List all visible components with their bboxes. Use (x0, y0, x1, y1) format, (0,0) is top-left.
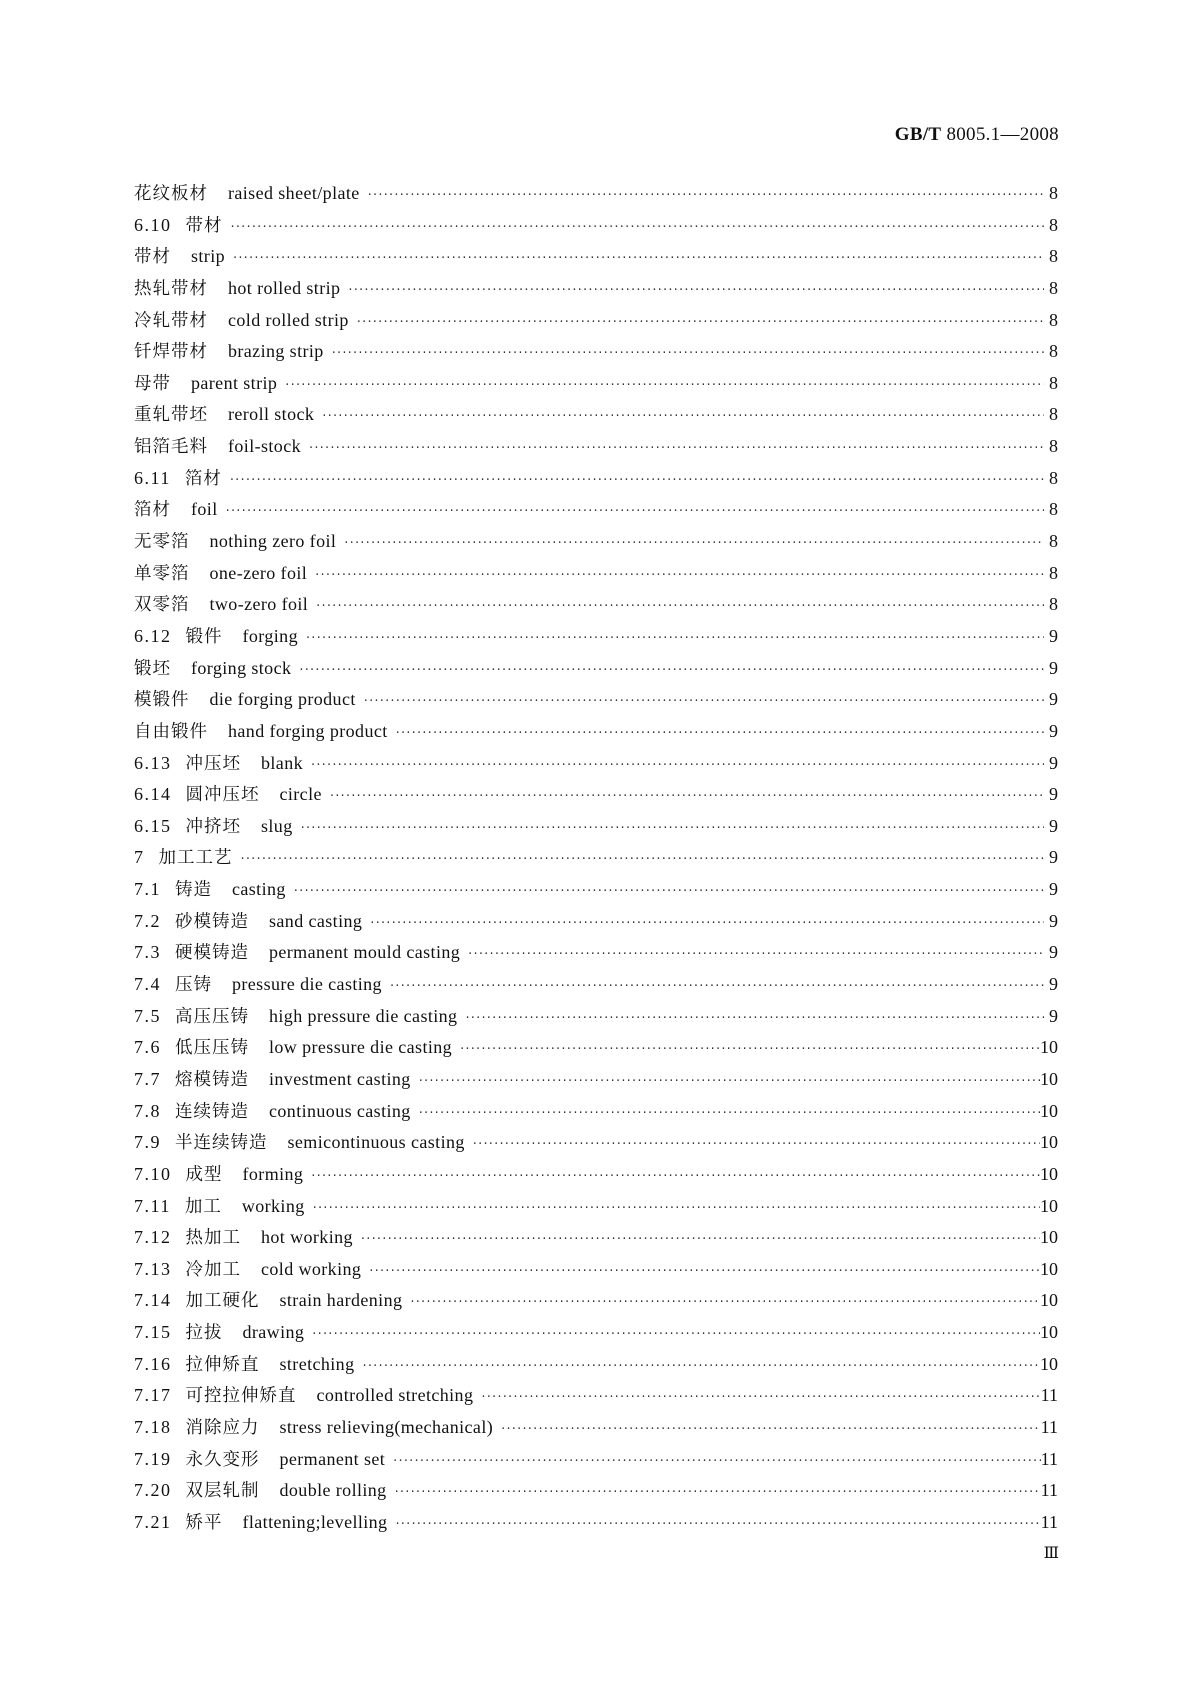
toc-entry-number: 7.5 (134, 1005, 161, 1026)
toc-entry-page-number: 9 (1049, 1005, 1058, 1026)
toc-entry-english-term: double rolling (279, 1480, 387, 1501)
dot-leader (497, 1414, 1041, 1444)
toc-entry-english-term: stretching (279, 1353, 355, 1374)
toc-entry-title (134, 368, 281, 400)
toc-entry-title (134, 779, 326, 811)
dot-leader (229, 243, 1044, 273)
toc-entry-title (134, 906, 366, 938)
toc-entry[interactable] (134, 1191, 1058, 1223)
dot-leader (305, 433, 1044, 463)
toc-entry-title (134, 558, 311, 590)
toc-entry-title (134, 1159, 307, 1191)
toc-entry-english-term: casting (232, 879, 286, 900)
toc-entry-number: 7.15 (134, 1322, 172, 1343)
toc-entry-title (134, 684, 360, 716)
toc-entry[interactable] (134, 653, 1058, 685)
toc-entry-english-term: die forging product (209, 689, 356, 710)
dot-leader (366, 908, 1044, 938)
toc-entry-english-term: cold working (261, 1258, 362, 1279)
toc-entry-number: 7.7 (134, 1068, 161, 1089)
toc-entry-english-term: nothing zero foil (209, 531, 337, 552)
dot-leader (469, 1129, 1040, 1159)
toc-entry-title (134, 1127, 469, 1159)
dot-leader (302, 623, 1044, 653)
toc-entry-chinese-term: 带材 (185, 215, 223, 236)
toc-entry-chinese-term: 圆冲压坯 (185, 785, 260, 806)
toc-entry[interactable] (134, 937, 1058, 969)
toc-entry[interactable] (134, 811, 1058, 843)
dot-leader (344, 275, 1044, 305)
toc-entry-page-number: 9 (1049, 815, 1058, 836)
toc-entry[interactable] (134, 589, 1058, 621)
toc-entry-title (134, 621, 302, 653)
toc-entry-title (134, 811, 297, 843)
toc-entry-page-number: 10 (1040, 1132, 1058, 1153)
toc-entry-english-term: cold rolled strip (228, 309, 349, 330)
dot-leader (237, 844, 1045, 874)
toc-entry-english-term: foil (191, 499, 218, 520)
toc-entry-chinese-term: 冲压坯 (185, 753, 241, 774)
toc-entry-number: 7.12 (134, 1227, 172, 1248)
toc-entry-english-term: hand forging product (228, 720, 388, 741)
toc-entry-title (134, 653, 295, 685)
toc-entry-page-number: 11 (1040, 1416, 1058, 1437)
dot-leader (340, 528, 1044, 558)
toc-entry-page-number: 8 (1049, 467, 1058, 488)
toc-entry-chinese-term: 母带 (134, 373, 171, 394)
toc-entry[interactable] (134, 526, 1058, 558)
dot-leader (392, 718, 1044, 748)
toc-entry-title (134, 1064, 415, 1096)
toc-entry[interactable] (134, 779, 1058, 811)
toc-entry-number: 7.3 (134, 942, 161, 963)
toc-entry[interactable] (134, 1032, 1058, 1064)
toc-entry-chinese-term: 双层轧制 (185, 1481, 260, 1502)
toc-entry[interactable] (134, 1096, 1058, 1128)
toc-entry-page-number: 8 (1049, 372, 1058, 393)
toc-entry-chinese-term: 冲挤坯 (185, 816, 241, 837)
toc-entry-page-number: 10 (1040, 1037, 1058, 1058)
toc-entry-english-term: two-zero foil (209, 594, 309, 615)
toc-entry-english-term: drawing (242, 1322, 305, 1343)
toc-entry[interactable] (134, 684, 1058, 716)
toc-entry-chinese-term: 可控拉伸矫直 (185, 1386, 297, 1407)
toc-entry-english-term: slug (261, 815, 293, 836)
toc-entry[interactable] (134, 906, 1058, 938)
toc-entry-number: 7 (134, 847, 145, 868)
toc-entry-english-term: forging stock (191, 657, 292, 678)
toc-entry-page-number: 8 (1049, 277, 1058, 298)
toc-entry-number: 7.21 (134, 1511, 172, 1532)
toc-entry-number: 7.1 (134, 879, 161, 900)
toc-entry-page-number: 9 (1049, 689, 1058, 710)
toc-entry-chinese-term: 带材 (134, 247, 171, 268)
toc-entry-english-term: raised sheet/plate (228, 183, 360, 203)
toc-entry-english-term: forming (242, 1163, 304, 1184)
toc-entry[interactable] (134, 1254, 1058, 1286)
toc-entry-chinese-term: 单零箔 (134, 563, 190, 584)
toc-entry-page-number: 10 (1040, 1290, 1058, 1311)
toc-entry-number: 7.14 (134, 1290, 172, 1311)
dot-leader (477, 1382, 1040, 1412)
toc-entry-page-number: 9 (1049, 974, 1058, 995)
toc-entry-number: 7.4 (134, 974, 161, 995)
toc-entry-page-number: 10 (1040, 1195, 1058, 1216)
dot-leader (360, 686, 1044, 716)
toc-entry-number: 7.13 (134, 1258, 172, 1279)
toc-entry-english-term: working (241, 1195, 305, 1216)
toc-entry-chinese-term: 半连续铸造 (175, 1133, 268, 1154)
toc-entry-english-term: stress relieving(mechanical) (279, 1416, 494, 1437)
standard-code-header (895, 124, 1059, 146)
toc-entry-title (134, 1096, 415, 1128)
toc-entry-title (134, 526, 340, 558)
toc-entry-number: 7.8 (134, 1100, 161, 1121)
toc-entry-english-term: controlled stretching (316, 1385, 474, 1406)
toc-entry-title (134, 1285, 406, 1317)
toc-entry-english-term: strain hardening (279, 1290, 403, 1311)
toc-entry-english-term: permanent mould casting (269, 942, 461, 963)
toc-entry-number: 7.11 (134, 1195, 171, 1216)
dot-leader (328, 338, 1044, 368)
toc-entry[interactable] (134, 399, 1058, 431)
toc-entry-number: 6.10 (134, 214, 172, 235)
toc-entry-page-number: 11 (1040, 1480, 1058, 1501)
toc-entry-english-term: flattening;levelling (242, 1511, 388, 1532)
standard-number: 8005.1—2008 (946, 124, 1059, 145)
toc-entry-number: 6.13 (134, 752, 172, 773)
toc-entry-english-term: strip (191, 246, 226, 267)
toc-entry-page-number: 8 (1049, 214, 1058, 235)
toc-entry[interactable] (134, 1064, 1058, 1096)
toc-entry-title (134, 1349, 358, 1381)
toc-entry-english-term: brazing strip (228, 341, 324, 362)
dot-leader (308, 1319, 1040, 1349)
toc-entry[interactable] (134, 1159, 1058, 1191)
dot-leader (227, 212, 1045, 242)
toc-entry-title (134, 305, 353, 337)
toc-entry-chinese-term: 加工硬化 (185, 1291, 260, 1312)
toc-entry[interactable] (134, 210, 1058, 242)
dot-leader (391, 1477, 1041, 1507)
dot-leader (226, 465, 1044, 495)
toc-entry-chinese-term: 箔材 (184, 468, 222, 489)
toc-entry-chinese-term: 低压压铸 (175, 1038, 249, 1059)
dot-leader (326, 781, 1044, 811)
dot-leader (222, 496, 1044, 526)
toc-entry-title (134, 241, 229, 273)
toc-entry-title (134, 1475, 391, 1507)
toc-entry-chinese-term: 加工 (184, 1196, 222, 1217)
toc-entry-english-term: parent strip (191, 372, 278, 393)
toc-entry-title (134, 431, 305, 463)
toc-entry[interactable] (134, 1507, 1058, 1539)
toc-entry-title (134, 1032, 456, 1064)
toc-entry-page-number: 10 (1040, 1100, 1058, 1121)
toc-entry[interactable] (134, 716, 1058, 748)
toc-entry-page-number: 9 (1049, 720, 1058, 741)
toc-entry-number: 7.20 (134, 1480, 172, 1501)
toc-entry-page-number: 9 (1049, 752, 1058, 773)
toc-entry-english-term: reroll stock (228, 404, 315, 425)
toc-entry-page-number: 9 (1049, 784, 1058, 805)
dot-leader (386, 971, 1044, 1001)
toc-entry-number: 7.19 (134, 1448, 172, 1469)
toc-entry-page-number: 11 (1040, 1448, 1058, 1469)
toc-entry-chinese-term: 热轧带材 (134, 278, 208, 299)
toc-entry[interactable] (134, 368, 1058, 400)
toc-entry-title (134, 1254, 365, 1286)
toc-entry-chinese-term: 钎焊带材 (134, 342, 208, 363)
toc-entry-chinese-term: 硬模铸造 (175, 943, 249, 964)
toc-entry-title (134, 1317, 308, 1349)
dot-leader (358, 1351, 1040, 1381)
toc-entry-chinese-term: 箔材 (134, 500, 171, 521)
dot-leader (309, 1193, 1040, 1223)
toc-entry-page-number: 9 (1049, 847, 1058, 868)
dot-leader (389, 1446, 1040, 1476)
toc-entry-page-number: 8 (1049, 499, 1058, 520)
dot-leader (461, 1003, 1044, 1033)
toc-entry[interactable] (134, 273, 1058, 305)
toc-entry-chinese-term: 铸造 (175, 880, 212, 901)
toc-entry-title (134, 589, 312, 621)
toc-entry[interactable] (134, 305, 1058, 337)
toc-entry-number: 7.16 (134, 1353, 172, 1374)
toc-entry-title (134, 874, 290, 906)
toc-entry-english-term: sand casting (269, 910, 363, 931)
toc-entry-chinese-term: 永久变形 (185, 1449, 260, 1470)
toc-entry-number: 6.11 (134, 467, 171, 488)
toc-entry-title (134, 463, 226, 495)
toc-entry-title (134, 1444, 389, 1476)
toc-entry-page-number: 10 (1040, 1353, 1058, 1374)
dot-leader (295, 655, 1044, 685)
toc-entry-number: 7.9 (134, 1132, 161, 1153)
toc-entry-title (134, 1380, 477, 1412)
toc-entry[interactable] (134, 1222, 1058, 1254)
toc-entry-chinese-term: 加工工艺 (158, 848, 233, 869)
toc-entry-chinese-term: 熔模铸造 (175, 1069, 249, 1090)
toc-entry-page-number: 11 (1040, 1385, 1058, 1406)
toc-entry-page-number: 9 (1049, 942, 1058, 963)
toc-entry-number: 7.6 (134, 1037, 161, 1058)
dot-leader (307, 750, 1044, 780)
toc-entry-page-number: 9 (1049, 657, 1058, 678)
toc-entry-chinese-term: 冷轧带材 (134, 310, 208, 331)
dot-leader (391, 1509, 1040, 1539)
toc-entry-chinese-term: 锻坯 (134, 658, 171, 679)
toc-entry[interactable] (134, 494, 1058, 526)
toc-entry[interactable] (134, 1412, 1058, 1444)
toc-entry[interactable] (134, 1127, 1058, 1159)
toc-entry-english-term: permanent set (279, 1448, 386, 1469)
toc-entry-number: 7.2 (134, 910, 161, 931)
table-of-contents (134, 178, 1058, 1539)
toc-entry[interactable] (134, 241, 1058, 273)
dot-leader (307, 1161, 1040, 1191)
toc-entry-chinese-term: 矫平 (185, 1512, 223, 1533)
toc-entry-chinese-term: 模锻件 (134, 690, 190, 711)
toc-entry-english-term: low pressure die casting (269, 1037, 453, 1058)
toc-entry-number: 7.10 (134, 1163, 172, 1184)
toc-entry-english-term: circle (279, 784, 322, 805)
dot-leader (364, 180, 1044, 210)
dot-leader (281, 370, 1044, 400)
toc-entry-page-number: 8 (1049, 309, 1058, 330)
toc-entry-chinese-term: 成型 (185, 1164, 223, 1185)
toc-entry[interactable] (134, 842, 1058, 874)
toc-entry-page-number: 8 (1049, 341, 1058, 362)
toc-entry[interactable] (134, 1349, 1058, 1381)
toc-entry[interactable] (134, 969, 1058, 1001)
toc-entry-title (134, 1507, 391, 1539)
toc-entry-title (134, 1412, 497, 1444)
dot-leader (464, 939, 1044, 969)
toc-entry-title (134, 1001, 461, 1033)
toc-entry-title (134, 748, 307, 780)
dot-leader (415, 1098, 1040, 1128)
toc-entry-chinese-term: 无零箔 (134, 532, 190, 553)
toc-entry-page-number: 8 (1049, 246, 1058, 267)
toc-entry-english-term: semicontinuous casting (287, 1132, 465, 1153)
toc-entry-page-number: 10 (1040, 1068, 1058, 1089)
toc-entry-english-term: investment casting (269, 1068, 411, 1089)
toc-entry-number: 6.15 (134, 815, 172, 836)
toc-entry[interactable] (134, 1444, 1058, 1476)
toc-entry-title (134, 336, 328, 368)
toc-entry-english-term: high pressure die casting (269, 1005, 458, 1026)
toc-entry-page-number: 9 (1049, 910, 1058, 931)
toc-entry-title (134, 399, 318, 431)
toc-entry-page-number: 8 (1049, 531, 1058, 552)
toc-entry[interactable] (134, 463, 1058, 495)
toc-entry[interactable] (134, 336, 1058, 368)
toc-entry-english-term: foil-stock (228, 436, 301, 457)
toc-entry-chinese-term: 花纹板材 (134, 184, 208, 204)
toc-entry-page-number: 10 (1040, 1322, 1058, 1343)
toc-entry[interactable] (134, 1475, 1058, 1507)
toc-entry-page-number: 8 (1049, 594, 1058, 615)
toc-entry-page-number: 8 (1049, 562, 1058, 583)
page-number-footer: Ⅲ (1043, 1545, 1059, 1562)
toc-entry-page-number: 8 (1049, 404, 1058, 425)
toc-entry-title (134, 937, 464, 969)
dot-leader (318, 401, 1044, 431)
toc-entry-english-term: one-zero foil (209, 562, 308, 583)
toc-entry-title (134, 842, 237, 874)
dot-leader (365, 1256, 1040, 1286)
toc-entry-title (134, 969, 386, 1001)
toc-entry-english-term: pressure die casting (232, 974, 382, 995)
toc-entry-english-term: hot rolled strip (228, 277, 341, 298)
dot-leader (312, 591, 1044, 621)
dot-leader (290, 876, 1044, 906)
toc-entry[interactable] (134, 748, 1058, 780)
toc-entry[interactable] (134, 178, 1058, 210)
dot-leader (297, 813, 1044, 843)
toc-entry-page-number: 10 (1040, 1227, 1058, 1248)
toc-entry-english-term: hot working (261, 1227, 353, 1248)
toc-entry-number: 6.12 (134, 625, 172, 646)
toc-entry-title (134, 210, 227, 242)
toc-entry-page-number: 11 (1040, 1511, 1058, 1532)
toc-entry-number: 6.14 (134, 784, 172, 805)
toc-entry[interactable] (134, 1285, 1058, 1317)
toc-entry-chinese-term: 重轧带坯 (134, 405, 208, 426)
toc-entry-page-number: 10 (1040, 1163, 1058, 1184)
toc-entry-english-term: blank (261, 752, 303, 773)
toc-entry-title (134, 494, 222, 526)
toc-entry-chinese-term: 双零箔 (134, 595, 190, 616)
dot-leader (357, 1224, 1040, 1254)
toc-entry-chinese-term: 铝箔毛料 (134, 437, 208, 458)
toc-entry[interactable] (134, 621, 1058, 653)
toc-entry-number: 7.17 (134, 1385, 172, 1406)
toc-entry[interactable] (134, 431, 1058, 463)
toc-entry-english-term: forging (242, 625, 298, 646)
toc-entry-chinese-term: 拉伸矫直 (185, 1354, 260, 1375)
toc-entry-page-number: 9 (1049, 879, 1058, 900)
toc-entry-chinese-term: 压铸 (175, 975, 212, 996)
toc-entry[interactable] (134, 874, 1058, 906)
toc-entry-page-number: 10 (1040, 1258, 1058, 1279)
dot-leader (456, 1034, 1040, 1064)
toc-entry-number: 7.18 (134, 1416, 172, 1437)
toc-entry-chinese-term: 自由锻件 (134, 721, 208, 742)
toc-entry-chinese-term: 连续铸造 (175, 1101, 249, 1122)
toc-entry-chinese-term: 消除应力 (185, 1417, 260, 1438)
toc-entry-title (134, 178, 364, 210)
toc-entry-chinese-term: 冷加工 (185, 1259, 241, 1280)
standard-prefix: GB/T (894, 124, 942, 145)
toc-entry-english-term: continuous casting (269, 1100, 411, 1121)
toc-entry[interactable] (134, 1380, 1058, 1412)
toc-entry-chinese-term: 砂模铸造 (175, 911, 249, 932)
dot-leader (311, 560, 1044, 590)
toc-entry-chinese-term: 拉拔 (185, 1323, 223, 1344)
dot-leader (415, 1066, 1040, 1096)
toc-entry-chinese-term: 热加工 (185, 1228, 241, 1249)
toc-entry-chinese-term: 高压压铸 (175, 1006, 249, 1027)
toc-entry-page-number: 8 (1049, 436, 1058, 457)
dot-leader (406, 1287, 1040, 1317)
toc-entry[interactable] (134, 1317, 1058, 1349)
toc-entry-title (134, 273, 344, 305)
toc-entry-title (134, 1222, 357, 1254)
toc-entry-page-number: 9 (1049, 625, 1058, 646)
toc-entry[interactable] (134, 1001, 1058, 1033)
dot-leader (353, 307, 1044, 337)
toc-entry-chinese-term: 锻件 (185, 626, 223, 647)
toc-entry-title (134, 1191, 309, 1223)
toc-entry-title (134, 716, 392, 748)
toc-entry-page-number: 8 (1049, 183, 1058, 203)
toc-entry[interactable] (134, 558, 1058, 590)
